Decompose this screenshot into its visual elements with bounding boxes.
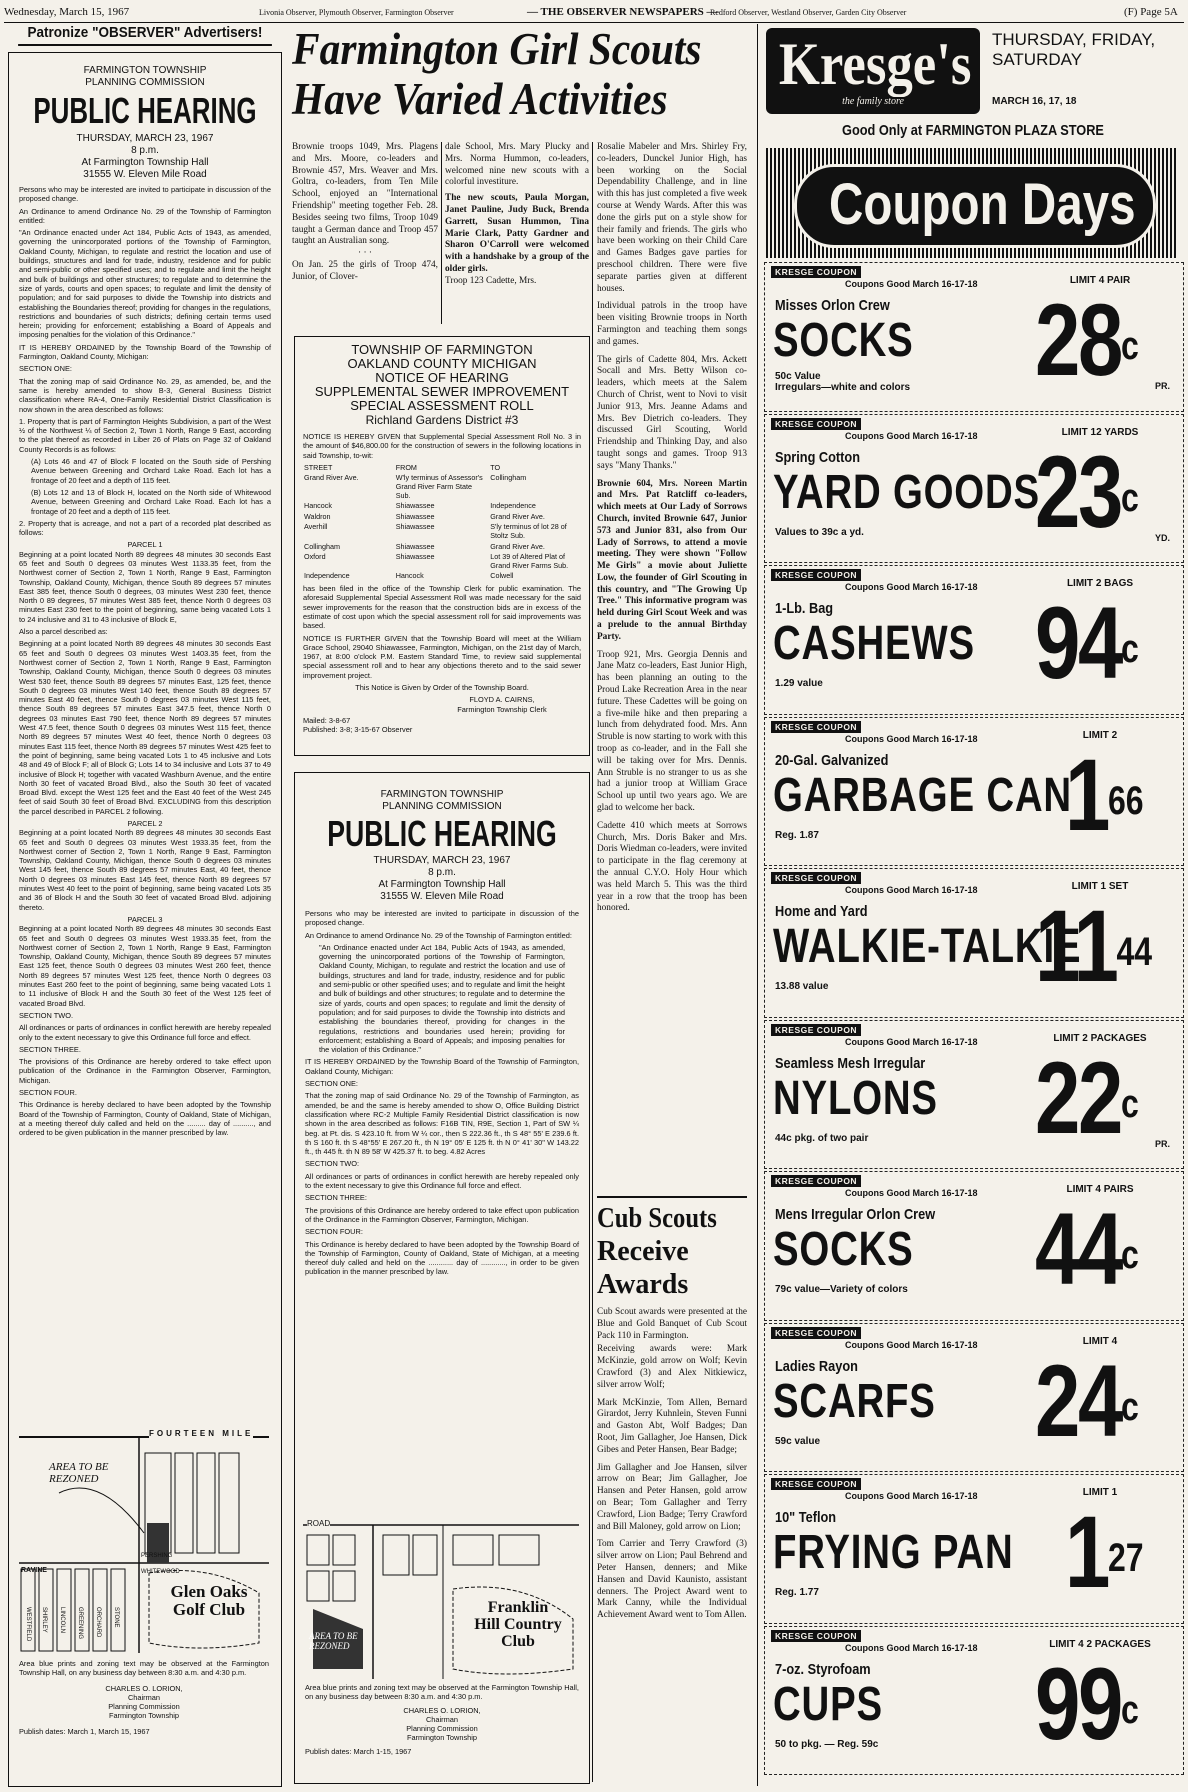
coupon-price (1065, 737, 1144, 852)
coupon-tag: KRESGE COUPON (771, 1175, 861, 1187)
coupon (764, 1171, 1184, 1321)
coupon-dates: Coupons Good March 16-17-18 (845, 1339, 978, 1350)
notice-text: Persons who may be interested are invited to participate in discussion of the proposed change. (305, 909, 579, 928)
map-street-label: GREENING (77, 1607, 83, 1640)
coupon-dates: Coupons Good March 16-17-18 (845, 885, 978, 895)
coupon-price (1035, 1040, 1139, 1155)
headline-line: Receive (597, 1236, 689, 1267)
coupon-limit: LIMIT 4 PAIR (1069, 275, 1131, 286)
coupon-dates: Coupons Good March 16-17-18 (845, 733, 978, 744)
notice-heading: TOWNSHIP OF FARMINGTON (351, 342, 533, 357)
notice-text: NOTICE IS HEREBY GIVEN that Supplemental Special Assessment Roll No. 3 in the amount of $46,800.00 for the construction of sewers in the following locations in said Township, to-wit: (303, 432, 581, 460)
section-heading: SECTION FOUR: (305, 1227, 363, 1237)
coupon (764, 1323, 1184, 1473)
notice-text: Area blue prints and zoning text may be observed at the Farmington Township Hall, on any business day between 8:30 a.m. and 4:30 p.m. (305, 1683, 579, 1702)
article-paragraph: Receiving awards were: Mark McKinzie, gold arrow on Wolf; Kevin Crawford (3) and Alex Nitkiewicz, silver arrow Wolf; (597, 1344, 747, 1390)
notice-text: An Ordinance to amend Ordinance No. 29 of the Township of Farmington entitled: (305, 930, 572, 940)
notice-text: All ordinances or parts of ordinances in conflict herewith are hereby repealed only to the extent necessary to give this Ordinance full force and effect. (305, 1171, 579, 1191)
coupon-value: 44c pkg. of two pair (775, 1132, 869, 1144)
notice-heading: SUPPLEMENTAL SEWER IMPROVEMENT (314, 384, 570, 399)
notice-text: IT IS HEREBY ORDAINED by the Township Board of the Township of Farmington, Oakland County, Michigan: (305, 1057, 579, 1076)
coupon-item-subtitle: Ladies Rayon (775, 1357, 858, 1375)
coupon-dates: Coupons Good March 16-17-18 (845, 279, 978, 289)
cub-scouts-article (597, 1196, 747, 1784)
notice-subheading: Richland Gardens District #3 (365, 413, 519, 427)
notice-text: Beginning at a point located North 89 degrees 48 minutes 30 seconds East 65 feet and South 0 degrees 03 minutes West 1933.35 feet, from the Northwest corner of Section 2, Town 1 North, Range 9 East, Farmington Township, Oakland County, Michigan, thence South 89 degrees 57 minutes East 125 feet, thence South 0 degrees 03 minutes West 260 feet, thence North 89 degrees 57 minutes West 125 feet, thence North 0 degrees 03 minutes East 260 feet to the point of beginning, same being vacated Lots 1 to 11 inclusive of Block H and the South 30 feet of the West 125 feet of vacated Broad Blvd. (19, 924, 271, 1008)
section-heading: SECTION THREE. (19, 1044, 81, 1054)
signature-title: Farmington Township (406, 1733, 478, 1743)
coupon-value (775, 371, 910, 393)
section-heading: SECTION FOUR. (19, 1088, 77, 1098)
section-heading: SECTION TWO. (19, 1010, 74, 1020)
notice-text: The provisions of this Ordinance are hereby ordered to take effect upon publication of the Ordinance in the Farmington Observer, Farmington, Michigan. (19, 1057, 271, 1085)
notice-headline: PUBLIC HEARING (33, 90, 257, 131)
notice-heading: NOTICE OF HEARING (375, 370, 509, 385)
article-column (445, 142, 589, 324)
map-street-label: LINCOLN (59, 1607, 65, 1634)
price-main: 94 (1035, 586, 1121, 700)
notice-org2: PLANNING COMMISSION (382, 801, 502, 812)
section-heading: SECTION TWO: (305, 1159, 360, 1169)
coupon-item-subtitle: 20-Gal. Galvanized (775, 751, 889, 769)
article-paragraph: Individual patrols in the troop have been visiting Brownie troops in North Farmington and teaching them songs and games. (597, 301, 747, 347)
signature-title: Planning Commission (108, 1702, 180, 1712)
public-hearing-notice-2 (294, 772, 590, 1784)
notice-date: THURSDAY, MARCH 23, 1967 (76, 133, 214, 144)
zoning-map (19, 1429, 269, 1653)
notice-text: Beginning at a point located North 89 degrees 48 minutes 30 seconds East 65 feet and South 0 degrees 03 minutes West 1933.35 feet, from the Northwest corner of Section 2, Town 1 North, Range 9 East, Farmington Township, Oakland County, Michigan, thence South 0 degrees 03 minutes West 145 feet, thence South 89 degrees 57 minutes East, 40 feet, thence North 0 degrees 03 minutes East 145 feet, thence North 89 degrees 57 minutes West 40 feet to the point of beginning, same being vacated Lots 35 and 36 of Block H and the South 30 feet of vacated Broad Blvd. adjoining thereto. (19, 828, 271, 912)
map-street-label: ORCHARD (95, 1607, 101, 1638)
coupon-value: 79c value—Variety of colors (775, 1284, 908, 1295)
sale-dates: MARCH 16, 17, 18 (992, 96, 1077, 107)
coupon (764, 565, 1184, 715)
notice-time: 8 p.m. (131, 145, 159, 156)
price-cents: 66 (1107, 778, 1144, 823)
coupon-price (1035, 434, 1139, 549)
article-paragraph: On Jan. 25 the girls of Troop 474, Junior, of Clover- (292, 259, 438, 282)
price-cents: 27 (1107, 1536, 1144, 1580)
coupon-value: 50 to pkg. — Reg. 59c (775, 1738, 879, 1750)
notice-org2: PLANNING COMMISSION (85, 77, 205, 88)
coupon-tag: KRESGE COUPON (771, 721, 861, 733)
store-line: Good Only at FARMINGTON PLAZA STORE (842, 122, 1104, 139)
coupon-tag: KRESGE COUPON (771, 1024, 861, 1036)
notice-text: "An Ordinance enacted under Act 184, Public Acts of 1943, as amended, governing the unincorporated portions of the Township of Farmington, Oakland County, Michigan, to regulate and restrict the location and use of buildings, structures and land for trade, industry, residence and for public and semi-public or other specified uses; and to regulate and limit the height and bulk of buildings and other structures; to regulate and to determine the size of yards, courts and open spaces; to regulate and limit the density of population; and for said purposes to divide the Township into districts and establishing the boundaries thereof, providing for changes in the regulations, restrictions and boundaries used herein; providing for enforcement; establishing a Board of Appeals; and imposing penalties for the violation of this Ordinance." (319, 942, 565, 1055)
coupon-item-subtitle: Home and Yard (775, 903, 868, 920)
map-club-label: Franklin Hill Country Club (474, 1599, 562, 1650)
kresge-logo-text: Kresge's (778, 31, 972, 97)
signature-title: Farmington Township (108, 1711, 180, 1721)
papers-right: Redford Observer, Westland Observer, Garden City Observer (710, 8, 907, 17)
section-heading: SECTION ONE: (19, 364, 72, 374)
parcel-heading: PARCEL 3 (127, 914, 163, 924)
notice-address: 31555 W. Eleven Mile Road (83, 169, 207, 180)
price-main: 44 (1035, 1192, 1121, 1306)
coupon-limit: LIMIT 2 PACKAGES (1053, 1032, 1147, 1044)
price-cents: c (1120, 1233, 1139, 1277)
coupon-item-subtitle: Mens Irregular Orlon Crew (775, 1206, 936, 1223)
coupon-item-name: GARBAGE CAN (773, 768, 1072, 822)
article-paragraph: Jim Gallagher and Joe Hansen, silver arrow on Bear; Jim Gallagher, Joe Hansen and Peter Hansen, gold arrow on Bear; Tom Gallagher and Terry Crawford, Lion Badge; Terry Crawford and Bill Maloney, gold arrow on Lion; (597, 1462, 747, 1532)
article-paragraph: Rosalie Mabeler and Mrs. Shirley Fry, co-leaders, Dunckel Junior High, has been working on the Social Dependability Challenge, and in line with this has just completed a five week course at Wendy Wards. After this was done the girls put on a style show for their family and friends. The girls who have been working on their Child Care and Games Badges gave parties for preschool children. There were five separate parties given at different houses. (597, 142, 747, 294)
map-area-label: AREA TO BE REZONED (309, 1631, 358, 1651)
notice-text: IT IS HEREBY ORDAINED by the Township Board of the Township of Farmington, Oakland County, Michigan: (19, 342, 271, 362)
article-paragraph: Troop 921, Mrs. Georgia Dennis and Jane Matz co-leaders, East Junior High, has been planning an outing to the Proud Lake Recreation Area in the near future. These Cadettes will be going on a five-mile hike and then preparing a lunch from dehydrated food. Mrs. Ann Struble is now starting to work with this troop as co-leader, and in the Fall she will be taking over for Mrs. Dennis. Ann Struble is no stranger to us as she had a junior troop at William Grace School up until two years ago. We are glad to welcome her back. (597, 649, 747, 814)
map-club-label: Glen Oaks Golf Club (170, 1582, 248, 1619)
coupon-tag: KRESGE COUPON (771, 569, 861, 581)
coupon-unit: PR. (1155, 381, 1171, 391)
notice-text: Beginning at a point located North 89 degrees 48 minutes 30 seconds East 65 feet and South 0 degrees 03 minutes West 1403.35 feet, from the Northwest corner of Section 2, Town 1 North, Range 9 East, Farmington Township, Oakland County, Michigan, thence South 0 degrees 03 minutes West 530 feet, thence South 89 degrees 57 minutes East, 125 feet, thence South 0 degrees 03 minutes West 140 feet, thence South 89 degrees 57 minutes East 40 feet, thence South 0 degrees 03 minutes West 115 feet, thence South 89 degrees 57 minutes East 347.5 feet, thence North 0 degrees 03 minutes East 790 feet, thence North 89 degrees 57 minutes West 47.5 feet, thence South 0 degrees 03 minutes West 115 feet, thence North 89 degrees 57 minutes West 40 feet, thence North 0 degrees 03 minutes East 115 feet, thence North 89 degrees 57 minutes West 425 feet to the point of beginning, same being vacated Lots 1 to 45 inclusive and Lots 48 and 49 of Block F; all of Block G; Lots 14 to 34 inclusive and Lots 37 to 49 inclusive of Block H; together with vacated Washburn Avenue, and the entire North 30 feet of vacated Broad Blvd., also the South 30 feet of vacated Broad Blvd. except the West 125 feet and the East 40 feet of the West 245 feet of said South 30 feet of Broad Blvd. EXCLUDING from this description the parcel described in PARCEL 2 following. (19, 639, 271, 816)
map-area-label: AREA TO BE REZONED (49, 1461, 109, 1485)
signature-title: Chairman (425, 1714, 459, 1724)
notice-text: NOTICE IS FURTHER GIVEN that the Township Board will meet at the William Grace School, 29040 Shiawassee, Farmington, Michigan, on the 21st day of March, 1967, at 8:00 o'clock P.M. Eastern Standard Time, to review said supplemental special assessment roll and to hear any objections thereto and to the said sewer improvement project. (303, 633, 581, 680)
coupon-value-line: Irregulars—white and colors (775, 382, 911, 393)
map-road-label: FOURTEEN MILE (149, 1429, 254, 1438)
price-cents: c (1120, 1687, 1139, 1732)
coupon-dates: Coupons Good March 16-17-18 (845, 1188, 978, 1198)
notice-heading: OAKLAND COUNTY MICHIGAN (347, 356, 537, 371)
kresge-logo (766, 28, 980, 114)
table-row: Grand River Ave. W'ly terminus of Assessor's Grand River Farm State Sub. Collingham (304, 473, 527, 500)
section-heading: SECTION THREE: (305, 1193, 367, 1203)
section-heading: SECTION ONE: (305, 1079, 358, 1089)
coupon-item-name: FRYING PAN (773, 1526, 1014, 1579)
notice-text: has been filed in the office of the Township Clerk for public examination. The aforesaid Supplemental Special Assessment Roll was made necessary for the said sewer improvements for the reason that the construction bids are in excess of the estimate of cost upon which the special assessment roll for said improvements was based. (303, 584, 581, 631)
price-main: 22 (1035, 1040, 1121, 1155)
map-road-label: ROAD (307, 1519, 331, 1528)
coupon-price (1035, 1343, 1139, 1458)
coupon-limit: LIMIT 12 YARDS (1061, 426, 1139, 438)
notice-place: At Farmington Township Hall (81, 157, 209, 168)
notice-text: This Ordinance is hereby declared to have been adopted by the Township Board of the Township of Farmington, County of Oakland, State of Michigan, at a meeting thereof duly called and held on the ............ day of ............, in order to be given publication in the manner prescribed by law. (305, 1239, 579, 1277)
publish-dates: Publish dates: March 1-15, 1967 (305, 1746, 412, 1756)
notice-text: The provisions of this Ordinance are hereby ordered to take effect upon publication of the Ordinance in the Farmington Observer, Farmington, Michigan. (305, 1205, 579, 1224)
coupon-item-name: SOCKS (773, 1223, 914, 1276)
price-main: 23 (1035, 434, 1121, 549)
table-row: Hancock Shiawassee Independence (304, 501, 536, 511)
article-paragraph: Tom Carrier and Terry Crawford (3) silver arrow on Lion; Paul Behrend and Peter Hansen, denners; and Mike Hansen and David Kaunisto, assistant denners. The Project Award went to Mark Canny, while the Individual Achievement Award went to Tom Allen. (597, 1539, 747, 1621)
coupon-item-name: CASHEWS (773, 617, 975, 670)
map-street-label: RAVINE (21, 1567, 47, 1574)
coupon-price (1035, 1646, 1139, 1761)
published-date: Published: 3-8; 3-15-67 Observer (303, 725, 413, 735)
coupon-dates: Coupons Good March 16-17-18 (845, 1491, 978, 1501)
notice-text: All ordinances or parts of ordinances in conflict herewith are hereby repealed only to the extent necessary to give this Ordinance full force and effect. (19, 1023, 271, 1042)
article-paragraph: The girls of Cadette 804, Mrs. Ackett Socall and Mrs. Betty Wilson co-leaders, which meets at the Salem Church of Christ, went to Novi to visit Junior 913, Mrs. Jeanne Adams and Mrs. Bev Dietrich co-leaders. They discussed Girl Scouting, World Friendship and Thinking Day, and also taught songs and games. Troop 913 says "Many Thanks." (597, 354, 747, 471)
notice-text: (A) Lots 46 and 47 of Block F located on the South side of Pershing Avenue between Greening and Orchard Lake Road. Each lot has a frontage of 20 feet and a depth of 115 feet. (31, 457, 271, 485)
article-paragraph: Cub Scout awards were presented at the Blue and Gold Banquet of Cub Scout Pack 110 in Farmington. (597, 1307, 747, 1341)
article-paragraph: Brownie 604, Mrs. Noreen Martin and Mrs. Pat Ratcliff co-leaders, which meets at Our Lady of Sorrows Church, invited Brownie 647, Junior 573 and Junior 831, also from Our Lady of Sorrows, to attend a movie meeting. They were shown "Follow Me Girls" a movie about Juliette Low, the founder of Girl Scouting in this country, and "The Growing Up Tree." This informative program was held during Girl Scout Week and was a prelude to the annual Birthday Party. (597, 478, 747, 642)
table-row: Oxford Shiawassee Lot 39 of Altered Plat of Grand River Farms Sub. (304, 552, 569, 570)
sale-days: THURSDAY, FRIDAY, SATURDAY (992, 30, 1156, 69)
table-header: FROM (395, 462, 417, 472)
price-cents: c (1120, 1384, 1139, 1429)
coupon-tag: KRESGE COUPON (771, 872, 861, 884)
coupon-item-subtitle: 1-Lb. Bag (775, 600, 834, 617)
coupon-limit: LIMIT 4 (1082, 1335, 1118, 1347)
notice-text: 1. Property that is part of Farmington Heights Subdivision, a part of the West ½ of the Northwest ¼ of Section 2, Town 1 North, Range 9 East, according to the plat thereof as recorded in Liber 26 of Plats on Page 32 of Oakland County Records is as follows: (19, 416, 271, 454)
coupon-tag: KRESGE COUPON (771, 418, 861, 430)
notice-org: FARMINGTON TOWNSHIP (380, 789, 504, 800)
zoning-map-2 (303, 1519, 579, 1679)
coupon-price (1035, 891, 1152, 1001)
price-main: 1 (1065, 1495, 1108, 1609)
coupon-item-name: WALKIE-TALKIE (773, 920, 1082, 973)
coupon-limit: LIMIT 4 2 PACKAGES (1049, 1638, 1151, 1650)
notice-place: At Farmington Township Hall (378, 879, 506, 890)
notice-heading: SPECIAL ASSESSMENT ROLL (350, 398, 534, 413)
sewer-hearing-notice (294, 336, 590, 756)
coupon-value-line: 50c Value (775, 371, 821, 382)
coupon-item-subtitle: Seamless Mesh Irregular (775, 1054, 926, 1072)
notice-text: That the zoning map of said Ordinance No. 29 of the Township of Farmington, as amended, be and the same is hereby amended to show O, Office Building District classification where RC-2 Multiple Family Residential District classification is now shown in the area described as follows: F16B TIN, R9E, Section 1, Part of SW ¼ beg. at Pt. dis. S 423.10 ft. from W ¼ cor., then S 222.36 ft., th S 48° 55' E 239.6 ft. th S 160 ft. th S 48°55' E 267.20 ft., th N 19° 05' E 125 ft. th N 0° 41' 30" W 143.22 ft., th 445 ft. th N 89 58' W 425.37 ft. to beg. 4.82 Acres (305, 1091, 579, 1157)
coupon-limit: LIMIT 1 SET (1071, 881, 1129, 892)
coupon-value: 1.29 value (775, 678, 823, 689)
coupon (764, 262, 1184, 412)
signature-title: Planning Commission (406, 1724, 478, 1734)
issue-date: Wednesday, March 15, 1967 (4, 6, 130, 18)
article-column (597, 142, 747, 1194)
coupon-dates: Coupons Good March 16-17-18 (845, 1642, 978, 1653)
price-cents: c (1120, 627, 1139, 671)
coupon (764, 414, 1184, 564)
coupon-value: 13.88 value (775, 981, 829, 992)
cub-headline (597, 1202, 747, 1301)
article-column: Brownie troops 1049, Mrs. Plagens and Mrs. Moore, co-leaders and Brownie 457, Mrs. Weaver and Mrs. Goltra, co-leaders, from Ten Mile School, enjoyed an "International Friendship" meeting together Feb. 28. Besides seeing two films, Troop 1049 taught a German dance and Troop 457 taught an Australian song. · · · On Jan. 25 the girls of Troop 474, Junior, of Clover- (292, 142, 438, 282)
coupon-limit: LIMIT 1 (1082, 1487, 1118, 1498)
banner-oval (794, 164, 1156, 248)
notice-text: Persons who may be interested are invited to participate in discussion of the proposed change. (19, 185, 271, 204)
coupon-item-name: SOCKS (773, 314, 914, 367)
notice-text: (B) Lots 12 and 13 of Block H, located on the North side of Whitewood Avenue, between Greening and Orchard Lake Road. Each lot has a frontage of 20 feet and a depth of 115 feet. (31, 487, 271, 516)
coupon-price (1035, 588, 1139, 698)
price-main: 24 (1035, 1343, 1121, 1458)
coupon-price (1035, 1194, 1139, 1304)
coupon (764, 868, 1184, 1018)
coupon-days-banner (766, 148, 1178, 258)
masthead-title: — THE OBSERVER NEWSPAPERS — (527, 6, 718, 18)
notice-text: Area blue prints and zoning text may be observed at the Farmington Township Hall, on any business day between 8:30 a.m. and 4:30 p.m. (19, 1659, 269, 1678)
coupon-price (1035, 285, 1139, 395)
coupon-value: Reg. 1.77 (775, 1587, 819, 1598)
street-table (303, 463, 581, 582)
coupon-dates: Coupons Good March 16-17-18 (845, 1036, 978, 1047)
page-number: (F) Page 5A (1124, 6, 1178, 18)
notice-text: This Ordinance is hereby declared to have been adopted by the Township Board of the Township of Farmington, County of Oakland, State of Michigan, at a meeting thereof duly called and held on the ......... day of .........., and ordered to be given publication in the manner prescribed by law. (19, 1100, 271, 1138)
coupon-tag: KRESGE COUPON (771, 266, 861, 278)
coupon-value: Values to 39c a yd. (775, 526, 864, 538)
table-row: Independence Hancock Colwell (304, 571, 514, 581)
article-paragraph: Brownie troops 1049, Mrs. Plagens and Mrs. Moore, co-leaders and Brownie 457, Mrs. Weaver and Mrs. Goltra, co-leaders, from Ten Mile School, enjoyed an "International Friendship" meeting together Feb. 28. Besides seeing two films, Troop 1049 taught a German dance and Troop 457 taught an Australian song. (292, 142, 438, 247)
coupon-limit: LIMIT 2 (1082, 729, 1118, 741)
article-paragraph: Mark McKinzie, Tom Allen, Bernard Girardot, Jerry Kuhnlein, Steven Funni and Gaston Abt, Wolf Badges; Dan Root, Jim Gallagher, Joe Hansen, Dick Gibes and Peter Hansen, Bear Badge; (597, 1397, 747, 1455)
signature-name: CHARLES O. LORION, (403, 1705, 481, 1715)
banner-text: Coupon Days (829, 172, 1136, 237)
map-street-label: SHIRLEY (41, 1607, 47, 1633)
table-row: Waldron Shiawassee Grand River Ave. (304, 511, 545, 521)
notice-text: Beginning at a point located North 89 degrees 48 minutes 30 seconds East 65 feet and South 0 degrees 03 minutes West 1133.35 feet, from the Northwest corner of Section 2, Town 1 North, Range 9 East, Farmington Township, Oakland County, Michigan, thence South 89 degrees 57 minutes East 385 feet, thence South 0 degrees, 03 minutes West 230 feet, thence North 0 89 degrees, 57 minutes West 385 feet, thence North 0 degrees 03 minutes East 230 feet to the point of beginning, same being vacated Lots 1 to 24 inclusive and 31 to 43 inclusive of Block E, (19, 549, 271, 624)
public-hearing-notice (8, 52, 282, 1787)
coupon-dates: Coupons Good March 16-17-18 (845, 582, 978, 592)
article-paragraph: dale School, Mrs. Mary Plucky and Mrs. Norma Hummon, co-leaders, welcomed nine new scouts with a colorful investiture. (445, 142, 589, 188)
notice-text: That the zoning map of said Ordinance No. 29, as amended, be, and the same is hereby amended to show B-3, General Business District classification where RA-4, One-Family Residential District Classification is now shown in the area described as follows: (19, 376, 271, 414)
price-cents: 44 (1116, 930, 1153, 974)
table-header: TO (490, 462, 501, 472)
coupon-item-subtitle: 7-oz. Styrofoam (775, 1660, 871, 1678)
coupon-value: 59c value (775, 1435, 821, 1447)
article-paragraph: Troop 123 Cadette, Mrs. (445, 275, 537, 286)
map-street-label: WHITEWOOD (141, 1569, 180, 1575)
papers-left: Livonia Observer, Plymouth Observer, Farmington Observer (259, 8, 454, 17)
price-main: 11 (1035, 889, 1117, 1003)
table-row: Averhill Shiawassee S'ly terminus of lot 28 of Stoltz Sub. (304, 522, 567, 541)
coupon-tag: KRESGE COUPON (771, 1478, 861, 1490)
coupon (764, 1020, 1184, 1170)
coupon-item-name: YARD GOODS (773, 465, 1040, 519)
coupon (764, 717, 1184, 867)
coupon-tag: KRESGE COUPON (771, 1630, 861, 1642)
headline-line: Awards (597, 1269, 689, 1300)
map-street-label: PERSHING (141, 1553, 173, 1559)
article-paragraph: Cadette 410 which meets at Sorrows Church, Mrs. Doris Baker and Mrs. Doris Wiedman co-leaders, were invited to participate in the flag ceremony at the annual C.Y.O. Holy Hour which was held March 5. This was the third year in a row that the troop has been honored. (597, 820, 747, 914)
notice-time: 8 p.m. (428, 867, 456, 878)
notice-text: This Notice is Given by Order of the Township Board. (355, 682, 529, 692)
notice-text: An Ordinance to amend Ordinance No. 29 of the Township of Farmington entitled: (19, 206, 271, 225)
notice-date: THURSDAY, MARCH 23, 1967 (373, 855, 511, 866)
map-street-label: STONE (113, 1607, 119, 1628)
coupon-limit: LIMIT 2 BAGS (1066, 578, 1134, 589)
coupon-tag: KRESGE COUPON (771, 1327, 861, 1339)
price-cents: c (1120, 1081, 1139, 1126)
parcel-heading: PARCEL 2 (127, 819, 163, 828)
price-main: 1 (1065, 737, 1108, 852)
table-header: STREET (304, 462, 333, 472)
coupon-dates: Coupons Good March 16-17-18 (845, 430, 978, 441)
price-main: 28 (1035, 283, 1121, 397)
kresge-tagline: the family store (842, 96, 904, 107)
signature-name: FLOYD A. CAIRNS, (469, 695, 535, 705)
coupon-item-subtitle: Misses Orlon Crew (775, 297, 890, 314)
coupon-limit: LIMIT 4 PAIRS (1066, 1184, 1134, 1195)
publish-dates: Publish dates: March 1, March 15, 1967 (19, 1726, 150, 1736)
coupon-item-name: NYLONS (773, 1071, 938, 1125)
price-cents: c (1120, 475, 1139, 520)
notice-text: "An Ordinance enacted under Act 184, Public Acts of 1943, as amended, governing the unincorporated portions of the Township of Farmington, Oakland County, Michigan, to regulate and restrict the location and use of buildings, structures and land for trade, industry, residence and for public and semi-public or other specified uses; and to regulate and limit the height and bulk of buildings and other structures; to regulate and to determine the size of yards, courts and open spaces; to regulate and limit the density of population; and for said purposes to divide the Township into districts and establishing the Boundaries thereof; providing for changes in the regulations, restrictions and boundaries of such districts; defining certain terms used herein; providing for enforcement; establishing a Board of Appeals and imposing penalties for the violation of this Ordinance." (19, 228, 271, 340)
headline-line: Farmington Girl Scouts (292, 24, 702, 74)
table-row: Collingham Shiawassee Grand River Ave. (304, 541, 545, 551)
parcel-heading: PARCEL 1 (127, 540, 163, 550)
price-cents: c (1120, 324, 1139, 368)
headline-line: Cub Scouts (597, 1203, 717, 1234)
article-paragraph: The new scouts, Paula Morgan, Janet Pauline, Judy Buck, Brenda Garrett, Susan Hummon, Tina Marie Clark, Patty Gardner and Sharon O'Carroll were welcomed with a handshake by a group of the older girls. (445, 193, 589, 274)
headline-line: Have Varied Activities (292, 74, 668, 124)
map-street-label: WESTFIELD (25, 1607, 31, 1642)
coupon (764, 1474, 1184, 1624)
notice-footer (305, 1683, 579, 1759)
mailed-date: Mailed: 3-8-67 (303, 715, 351, 725)
signature-title: Farmington Township Clerk (457, 704, 547, 714)
signature-name: CHARLES O. LORION, (105, 1683, 183, 1693)
notice-footer (19, 1659, 269, 1739)
coupon-item-subtitle: 10" Teflon (775, 1509, 837, 1526)
article-headline (292, 24, 752, 134)
coupon-item-name: SCARFS (773, 1374, 936, 1428)
coupon-item-name: CUPS (773, 1677, 883, 1731)
coupon-item-subtitle: Spring Cotton (775, 448, 860, 466)
coupon-unit: YD. (1155, 532, 1171, 543)
signature-title: Chairman (127, 1692, 161, 1702)
coupon (764, 1626, 1184, 1776)
coupon-value: Reg. 1.87 (775, 829, 819, 841)
notice-org: FARMINGTON TOWNSHIP (83, 65, 207, 76)
legal-column (4, 24, 286, 1790)
notice-headline: PUBLIC HEARING (327, 813, 557, 854)
notice-text: 2. Property that is acreage, and not a part of a recorded plat described as follows: (19, 518, 271, 538)
masthead (4, 2, 1184, 23)
price-main: 99 (1035, 1646, 1121, 1761)
notice-text: Also a parcel described as: (19, 627, 108, 637)
notice-address: 31555 W. Eleven Mile Road (380, 891, 504, 902)
coupon-unit: PR. (1155, 1138, 1171, 1149)
coupon-price (1065, 1497, 1144, 1607)
patronize-banner: Patronize "OBSERVER" Advertisers! (18, 24, 272, 46)
